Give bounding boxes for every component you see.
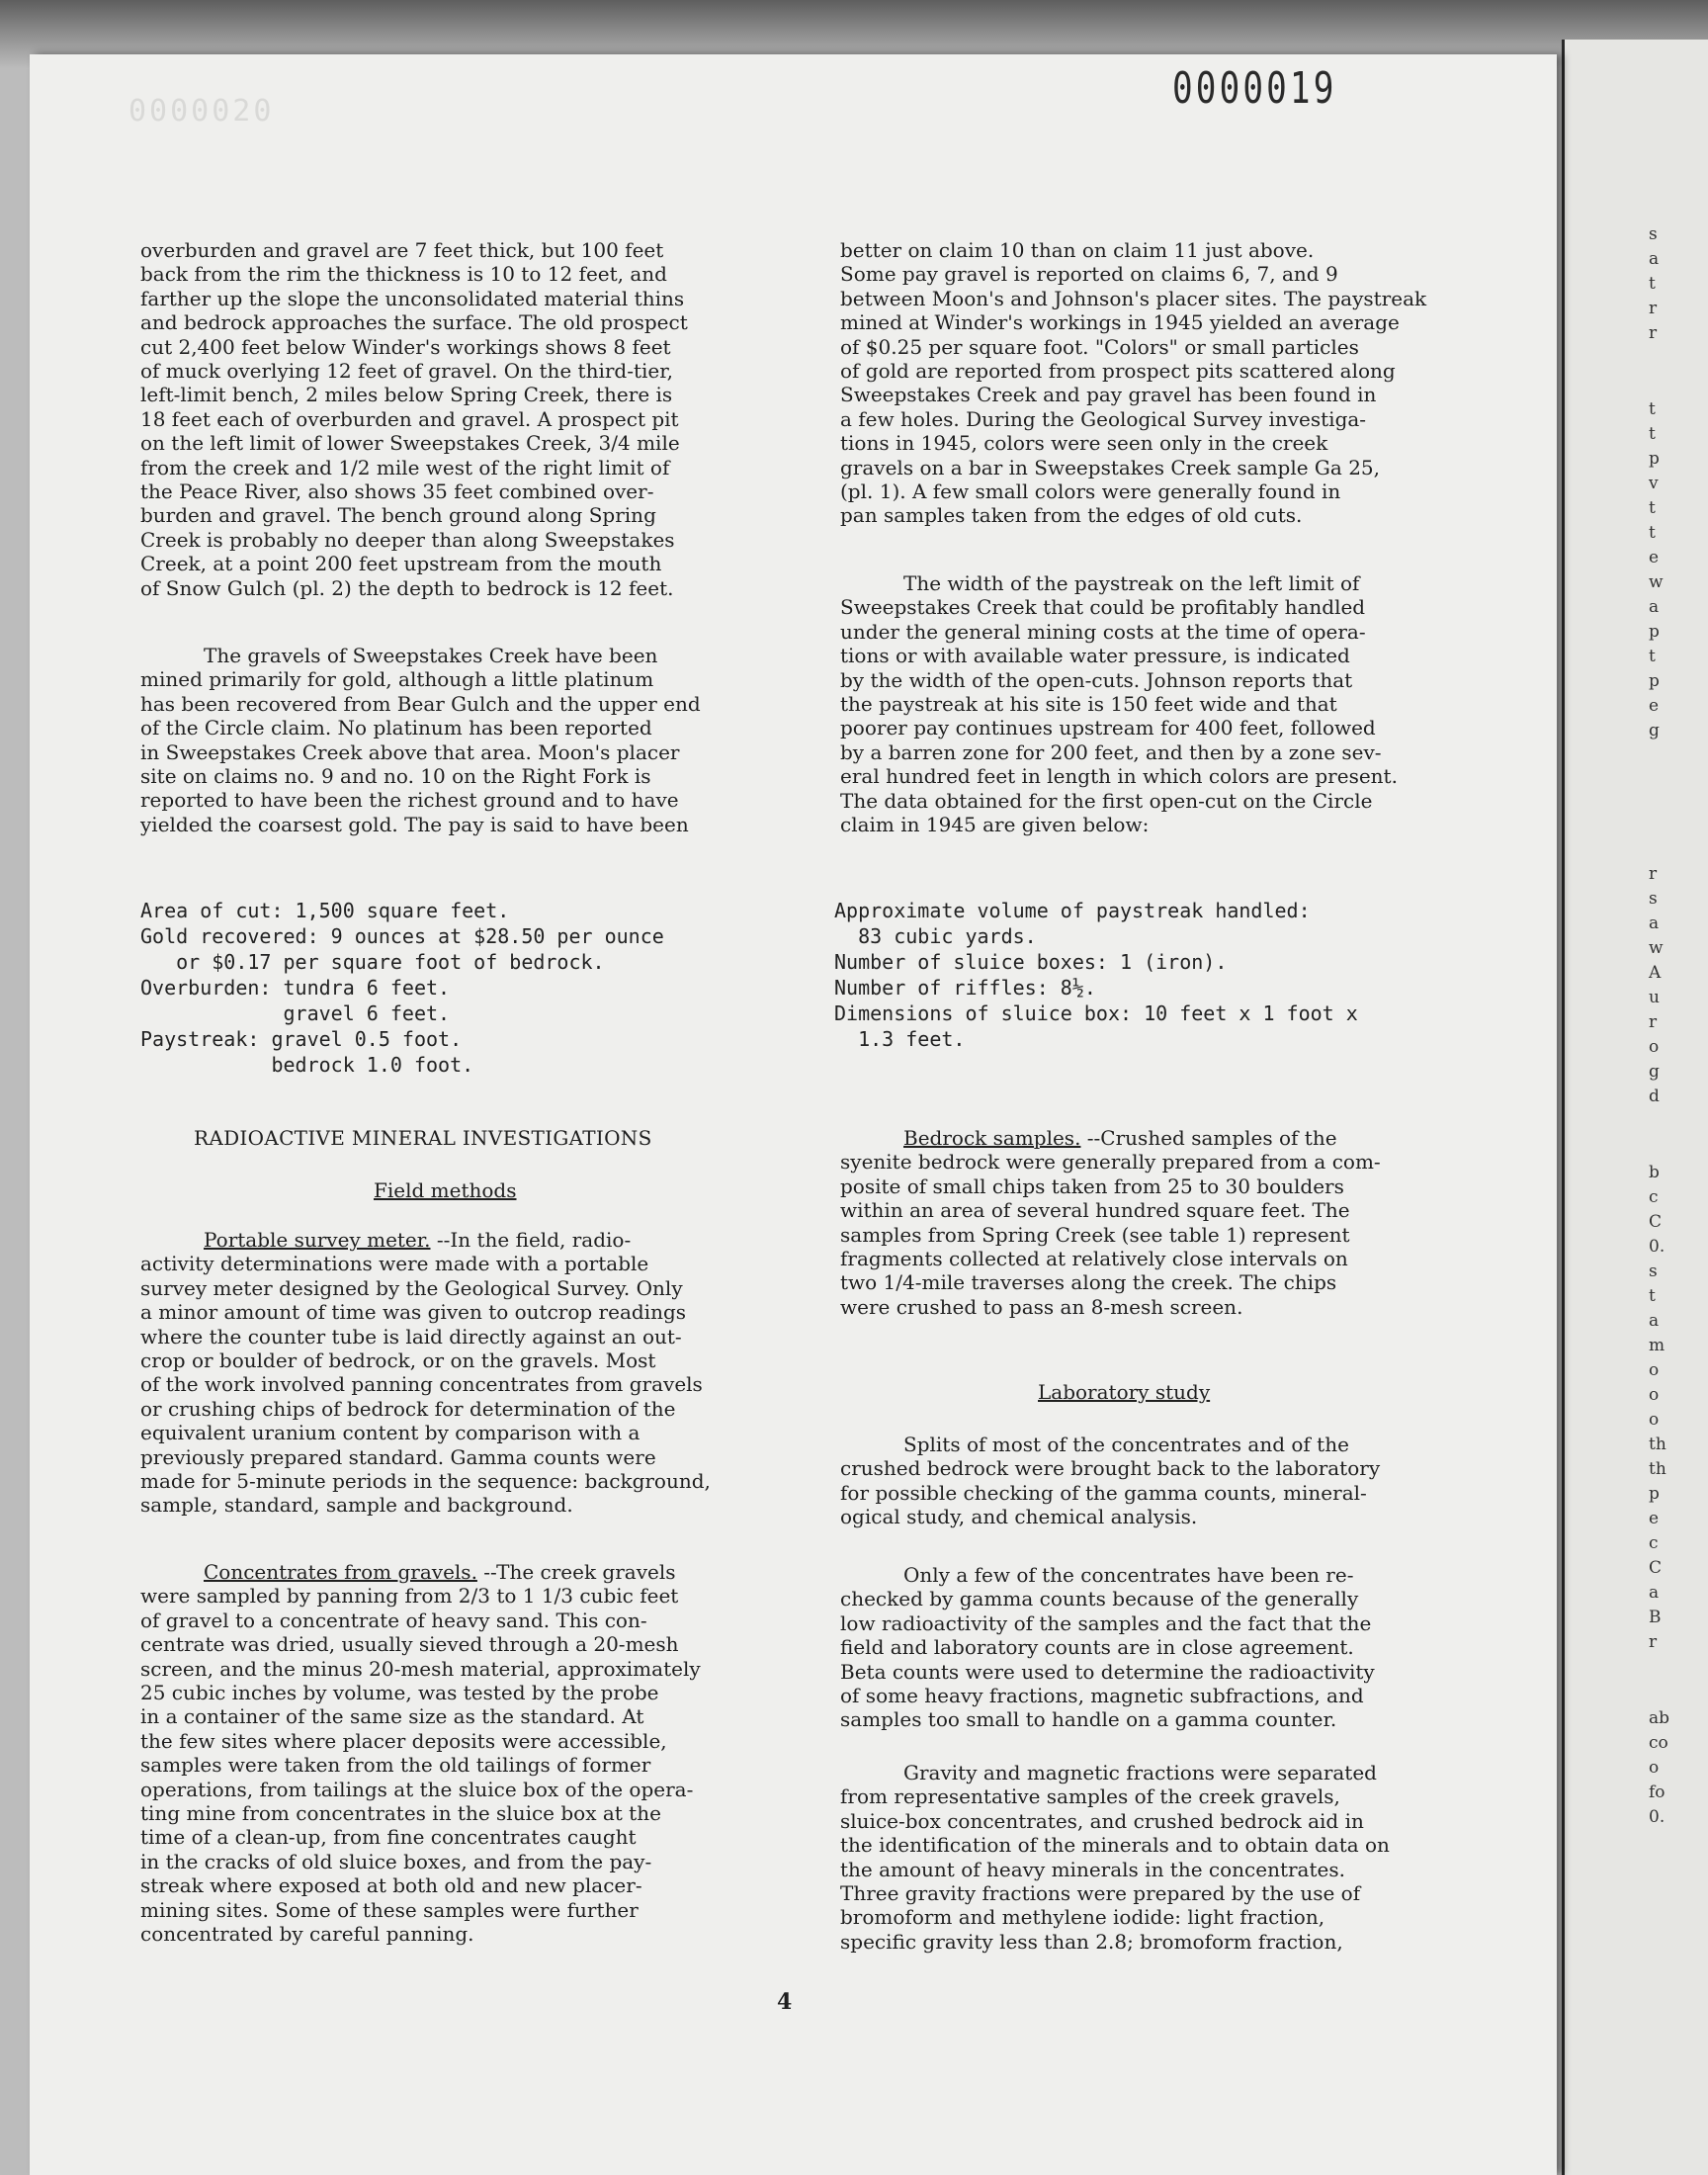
cut-data-block: Area of cut: 1,500 square feet. Gold recovered: 9 ounces at $28.50 per ounce or $0.17 per square foot of bedrock. Overburden: tundra 6 feet. gravel 6 feet. Paystreak: gravel 0.5 foot. bedrock 1.0 foot. — [140, 899, 664, 1077]
few-concentrates-text: Only a few of the concentrates have been re- checked by gamma counts because of the generally low radioactivity of the samples and the fact that the field and laboratory counts are in close agreement. Beta counts were used to determine the radioactivity of some heavy fractions, magnetic subfractions, and samples too small to handle on a gamma counter. — [840, 1563, 1375, 1732]
adjacent-page-text — [1649, 222, 1704, 1881]
subheading-field-methods: Field methods — [374, 1178, 517, 1202]
paragraph-gravity — [840, 1761, 1473, 1954]
edge-fragment: b c C 0. s t a m o o o th th p e c C a B r — [1649, 1163, 1666, 1652]
paragraph-overburden: overburden and gravel are 7 feet thick, but 100 feet back from the rim the thickness is 10 to 12 feet, and farther up the slope the unconsolidated material thins and bedrock approaches the surface. The old prospect cut 2,400 feet below Winder's workings shows 8 feet of muck overlying 12 feet of gravel. On the third-tier, left-limit bench, 2 miles below Spring Creek, there is 18 feet each of overburden and gravel. A prospect pit on the left limit of lower Sweepstakes Creek, 3/4 mile from the creek and 1/2 mile west of the right limit of the Peace River, also shows 35 feet combined over- burden and gravel. The bench ground along Spring Creek is probably no deeper than along Sweepstakes Creek, at a point 200 feet upstream from the mouth of Snow Gulch (pl. 2) the depth to bedrock is 12 feet. — [140, 238, 688, 600]
edge-fragment: ab co o fo 0. — [1649, 1708, 1670, 1827]
section-heading: RADIOACTIVE MINERAL INVESTIGATIONS — [194, 1126, 652, 1150]
edge-fragment: s a t r r — [1649, 224, 1660, 343]
gravity-text: Gravity and magnetic fractions were separated from representative samples of the creek gravels, sluice-box concentrates, and crushed bedrock aid in the identification of the minerals and to obtain data on the amount of heavy minerals in the concentrates. Three gravity fractions were prepared by the use of bromoform and methylene iodide: light fraction, specific gravity less than 2.8; bromoform fraction, — [840, 1761, 1390, 1954]
edge-fragment: t t p v t t e w a p t p e g — [1649, 399, 1664, 740]
paragraph-concentrates — [140, 1560, 773, 1947]
splits-text: Splits of most of the concentrates and of the crushed bedrock were brought back to the laboratory for possible checking of the gamma counts, mineral- ogical study, and chemical analysis. — [840, 1433, 1381, 1529]
run-in-title-survey-meter: Portable survey meter. — [204, 1228, 431, 1252]
paragraph-few-concentrates — [840, 1563, 1473, 1732]
paragraph-gravels: The gravels of Sweepstakes Creek have been mined primarily for gold, although a little platinum has been recovered from Bear Gulch and the upper end of the Circle claim. No platinum has been reported in Sweepstakes Creek above that area. Moon's placer site on claims no. 9 and no. 10 on the Right Fork is reported to have been the richest ground and to have yielded the coarsest gold. The pay is said to have been — [140, 644, 701, 836]
edge-fragment: r s a w A u r o g d — [1649, 864, 1664, 1106]
left-column — [140, 238, 773, 600]
sluice-data-block: Approximate volume of paystreak handled: 83 cubic yards. Number of sluice boxes: 1 (iron). Number of riffles: 8½. Dimensions of sluice box: 10 feet x 1 foot x 1.3 feet. — [834, 899, 1358, 1051]
right-column — [840, 238, 1473, 528]
paragraph-pay: better on claim 10 than on claim 11 just above. Some pay gravel is reported on claims 6, 7, and 9 between Moon's and Johnson's placer sites. The paystreak mined at Winder's workings in 1945 yielded an average of $0.25 per square foot. "Colors" or small particles of gold are reported from prospect pits scattered along Sweepstakes Creek and pay gravel has been found in a few holes. During the Geological Survey investiga- tions in 1945, colors were seen only in the creek gravels on a bar in Sweepstakes Creek sample Ga 25, (pl. 1). A few small colors were generally found in pan samples taken from the edges of old cuts. — [840, 238, 1427, 528]
concentrates-text: --The creek gravels were sampled by panning from 2/3 to 1 1/3 cubic feet of gravel to a concentrate of heavy sand. This con- centrate was dried, usually sieved through a 20-mesh screen, and the minus 20-mesh material, approximately 25 cubic inches by volume, was tested by the probe in a container of the same size as the standard. At the few sites where placer deposits were accessible, samples were taken from the old tailings of former operations, from tailings at the sluice box of the opera- ting mine from concentrates in the sluice box at the time of a clean-up, from fine concentrates caught in the cracks of old sluice boxes, and from the pay- streak where exposed at both old and new placer- mining sites. Some of these samples were further concentrated by careful panning. — [140, 1560, 701, 1947]
page-number: 4 — [777, 1989, 793, 2015]
paragraph-bedrock — [840, 1126, 1473, 1319]
run-in-title-bedrock: Bedrock samples. — [903, 1126, 1081, 1150]
paragraph-survey-meter — [140, 1228, 773, 1518]
bedrock-text: --Crushed samples of the syenite bedrock were generally prepared from a com- posite of small chips taken from 25 to 30 boulders within an area of several hundred square feet. The samples from Spring Creek (see table 1) represent fragments collected at relatively close intervals on two 1/4-mile traverses along the creek. The chips were crushed to pass an 8-mesh screen. — [840, 1126, 1381, 1319]
run-in-title-concentrates: Concentrates from gravels. — [204, 1560, 477, 1584]
left-column-gravels — [140, 644, 773, 836]
subheading-laboratory-study: Laboratory study — [1038, 1380, 1211, 1404]
faint-stamp: 0000020 — [128, 94, 275, 129]
survey-meter-text: --In the field, radio- activity determinations were made with a portable survey meter designed by the Geological Survey. Only a minor amount of time was given to outcrop readings where the counter tube is laid directly against an out- crop or boulder of bedrock, or on the gravels. Most of the work involved panning concentrates from gravels or crushing chips of bedrock for determination of the equivalent uranium content by comparison with a previously prepared standard. Gamma counts were made for 5-minute periods in the sequence: background, sample, standard, sample and background. — [140, 1228, 711, 1518]
document-number-stamp: 0000019 — [1172, 63, 1337, 114]
paragraph-paystreak-width: The width of the paystreak on the left limit of Sweepstakes Creek that could be profitably handled under the general mining costs at the time of opera- tions or with available water pressure, is indicated by the width of the open-cuts. Johnson reports that the paystreak at his site is 150 feet wide and that poorer pay continues upstream for 400 feet, followed by a barren zone for 200 feet, and then by a zone sev- eral hundred feet in length in which colors are present. The data obtained for the first open-cut on the Circle claim in 1945 are given below: — [840, 571, 1398, 837]
paragraph-splits — [840, 1433, 1473, 1529]
right-column-width — [840, 571, 1473, 836]
